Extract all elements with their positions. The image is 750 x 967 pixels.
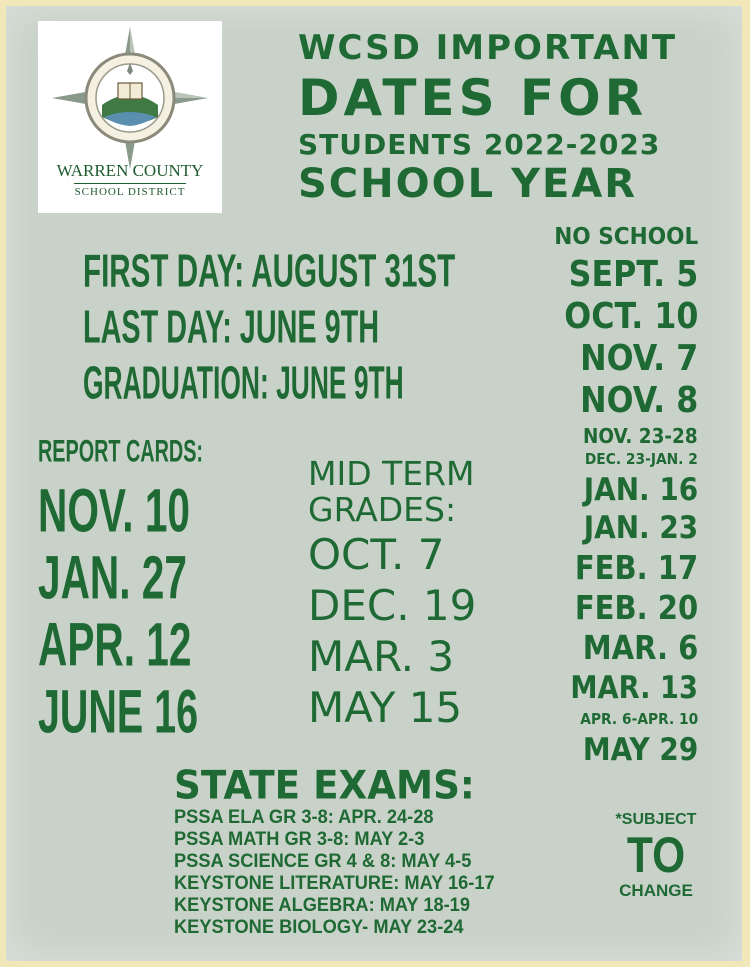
logo-name-line2: SCHOOL DISTRICT (74, 186, 186, 198)
mid-term-date: DEC. 19 (308, 581, 477, 630)
no-school-date: DEC. 23-JAN. 2 (584, 450, 698, 468)
mid-term-heading-2: GRADES: (308, 490, 457, 529)
no-school-date: APR. 6-APR. 10 (580, 710, 698, 728)
no-school-date: MAR. 6 (582, 628, 698, 667)
state-exam-item: KEYSTONE BIOLOGY- MAY 23-24 (174, 917, 464, 938)
no-school-heading: NO SCHOOL (553, 224, 698, 250)
poster (6, 6, 742, 961)
district-logo (38, 21, 222, 213)
state-exam-item: PSSA ELA GR 3-8: APR. 24-28 (174, 807, 434, 828)
no-school-date: NOV. 8 (579, 380, 698, 421)
state-exams-heading: STATE EXAMS: (174, 763, 475, 808)
no-school-date: SEPT. 5 (568, 254, 698, 295)
no-school-date: NOV. 7 (579, 338, 698, 379)
title-line-2: DATES FOR (298, 69, 648, 127)
no-school-date: MAY 29 (582, 732, 698, 768)
notice-line-1: *SUBJECT (615, 811, 697, 828)
mid-term-heading-1: MID TERM (308, 454, 475, 493)
state-exam-item: PSSA SCIENCE GR 4 & 8: MAY 4-5 (174, 851, 472, 872)
state-exam-item: PSSA MATH GR 3-8: MAY 2-3 (174, 829, 425, 850)
report-card-date: JUNE 16 (38, 678, 199, 747)
no-school-date: JAN. 16 (583, 472, 698, 508)
no-school-date: FEB. 20 (574, 588, 698, 627)
mid-term-date: MAY 15 (308, 683, 463, 732)
graduation-date: GRADUATION: JUNE 9TH (83, 358, 404, 409)
last-day: LAST DAY: JUNE 9TH (83, 302, 380, 353)
title-line-3: STUDENTS 2022-2023 (298, 128, 661, 161)
compass-seal-icon (38, 21, 222, 181)
mid-term-date: MAR. 3 (308, 632, 455, 681)
subject-to-change-notice (606, 811, 706, 901)
state-exam-item: KEYSTONE LITERATURE: MAY 16-17 (174, 873, 495, 894)
state-exam-item: KEYSTONE ALGEBRA: MAY 18-19 (174, 895, 470, 916)
report-cards-heading: REPORT CARDS: (38, 434, 204, 469)
first-day: FIRST DAY: AUGUST 31ST (83, 246, 456, 297)
mid-term-date: OCT. 7 (308, 530, 445, 579)
no-school-date: FEB. 17 (574, 548, 698, 587)
logo-divider (74, 183, 186, 184)
logo-name-line1: WARREN COUNTY (56, 161, 204, 180)
no-school-date: NOV. 23-28 (583, 424, 698, 448)
title-line-4: SCHOOL YEAR (298, 161, 638, 207)
report-card-date: APR. 12 (38, 611, 192, 680)
notice-line-3: CHANGE (619, 881, 693, 900)
no-school-date: MAR. 13 (570, 670, 698, 706)
no-school-date: OCT. 10 (563, 296, 698, 337)
title-line-1: WCSD IMPORTANT (298, 28, 678, 68)
notice-line-2: TO (626, 827, 686, 883)
report-card-date: NOV. 10 (38, 477, 190, 546)
no-school-date: JAN. 23 (583, 510, 698, 546)
report-card-date: JAN. 27 (38, 544, 187, 613)
